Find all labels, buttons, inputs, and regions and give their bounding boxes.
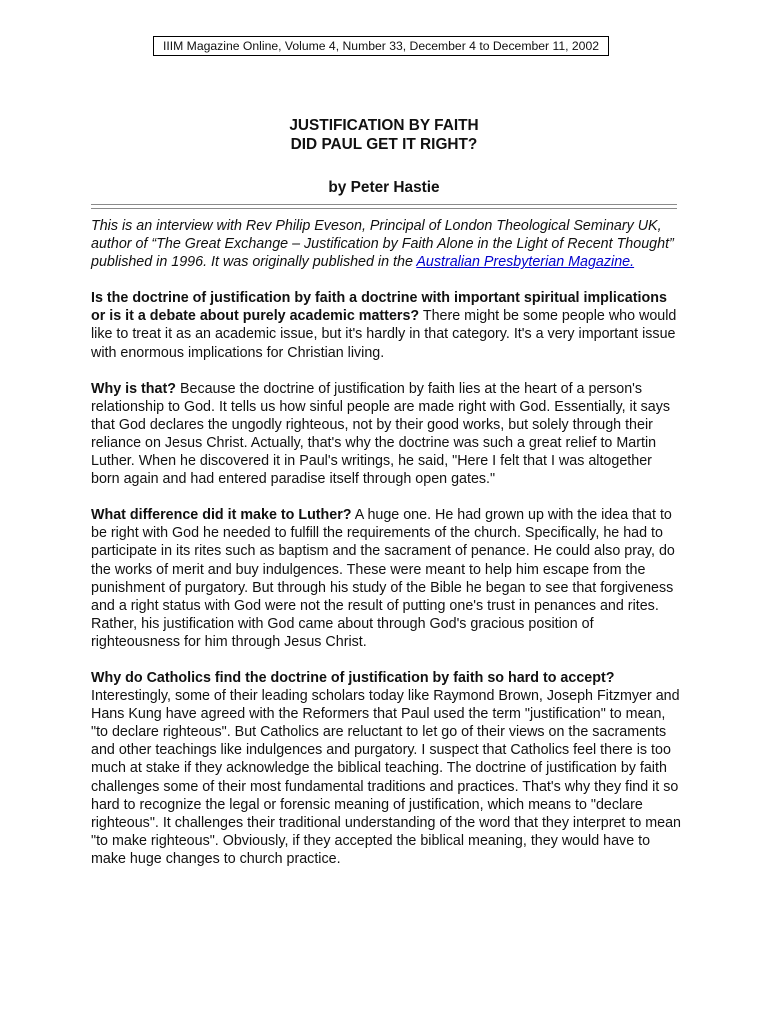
article-title [0, 116, 768, 154]
byline: by Peter Hastie [328, 179, 440, 196]
qa-paragraph-4 [91, 669, 681, 868]
article-body [91, 217, 681, 886]
question-2: Why is that? [91, 380, 176, 397]
question-1: Is the doctrine of justification by faith a doctrine with important spiritual implications or is it a debate about purely academic matters? [91, 290, 667, 325]
intro-paragraph [91, 217, 681, 271]
title-line-2: DID PAUL GET IT RIGHT? [290, 136, 478, 153]
divider-bottom [91, 208, 677, 209]
answer-1: There might be some people who would like to treat it as an academic issue, but it's hardly in that category. It's a very important issue with enormous implications for Christian living. [91, 308, 677, 361]
australian-presbyterian-link[interactable]: Australian Presbyterian Magazine. [416, 254, 635, 271]
answer-2: Because the doctrine of justification by faith lies at the heart of a person's relationship to God. It tells us how sinful people are made right with God. Essentially, it says that God declares the ungodly righteous, not by their good works, but solely through their reliance on Jesus Christ. Actually, that's why the doctrine was such a great relief to Martin Luther. When he discovered it in Paul's writings, he said, "Here I felt that I was altogether born again and had entered paradise itself through open gates." [91, 380, 671, 488]
qa-paragraph-3 [91, 506, 681, 651]
answer-4: Interestingly, some of their leading scholars today like Raymond Brown, Joseph Fitzmyer and Hans Kung have agreed with the Reformers that Paul used the term "justification" to mean, "to declare righteous". But Catholics are reluctant to let go of their views on the sacraments and other teachings like indulgences and purgatory. I suspect that Catholics feel there is too much at stake if they acknowledge the biblical teaching. The doctrine of justification by faith challenges some of their most fundamental traditions and practices. That's why they find it so hard to recognize the legal or forensic meaning of justification, which means to "declare righteous". It challenges their traditional understanding of the word that they interpret to mean "to make righteous". Obviously, if they accepted the biblical meaning, they would have to make huge changes to church practice. [91, 688, 682, 867]
intro-text: This is an interview with Rev Philip Eveson, Principal of London Theological Seminary UK, author of “The Great Exchange – Justification by Faith Alone in the Light of Recent Thought” published in 1996. It was originally published in the [91, 218, 674, 271]
question-4: Why do Catholics find the doctrine of justification by faith so hard to accept? [91, 669, 615, 686]
qa-paragraph-2 [91, 380, 681, 489]
divider-top [91, 204, 677, 205]
qa-paragraph-1 [91, 289, 681, 361]
question-3: What difference did it make to Luther? [91, 507, 352, 524]
title-line-1: JUSTIFICATION BY FAITH [289, 117, 479, 134]
answer-3: A huge one. He had grown up with the idea that to be right with God he needed to fulfill the requirements of the church. Specifically, he had to participate in its rites such as baptism and the sacrament of penance. He could also pray, do the works of merit and buy indulgences. These were meant to help him escape from the punishment of purgatory. But through his study of the Bible he began to see that forgiveness and a right status with God were not the result of putting one's trust in penances and rites. Rather, his justification with God came about through God's gracious position of righteousness for him through Jesus Christ. [91, 507, 675, 650]
issue-header: IIIM Magazine Online, Volume 4, Number 33, December 4 to December 11, 2002 [153, 36, 609, 56]
